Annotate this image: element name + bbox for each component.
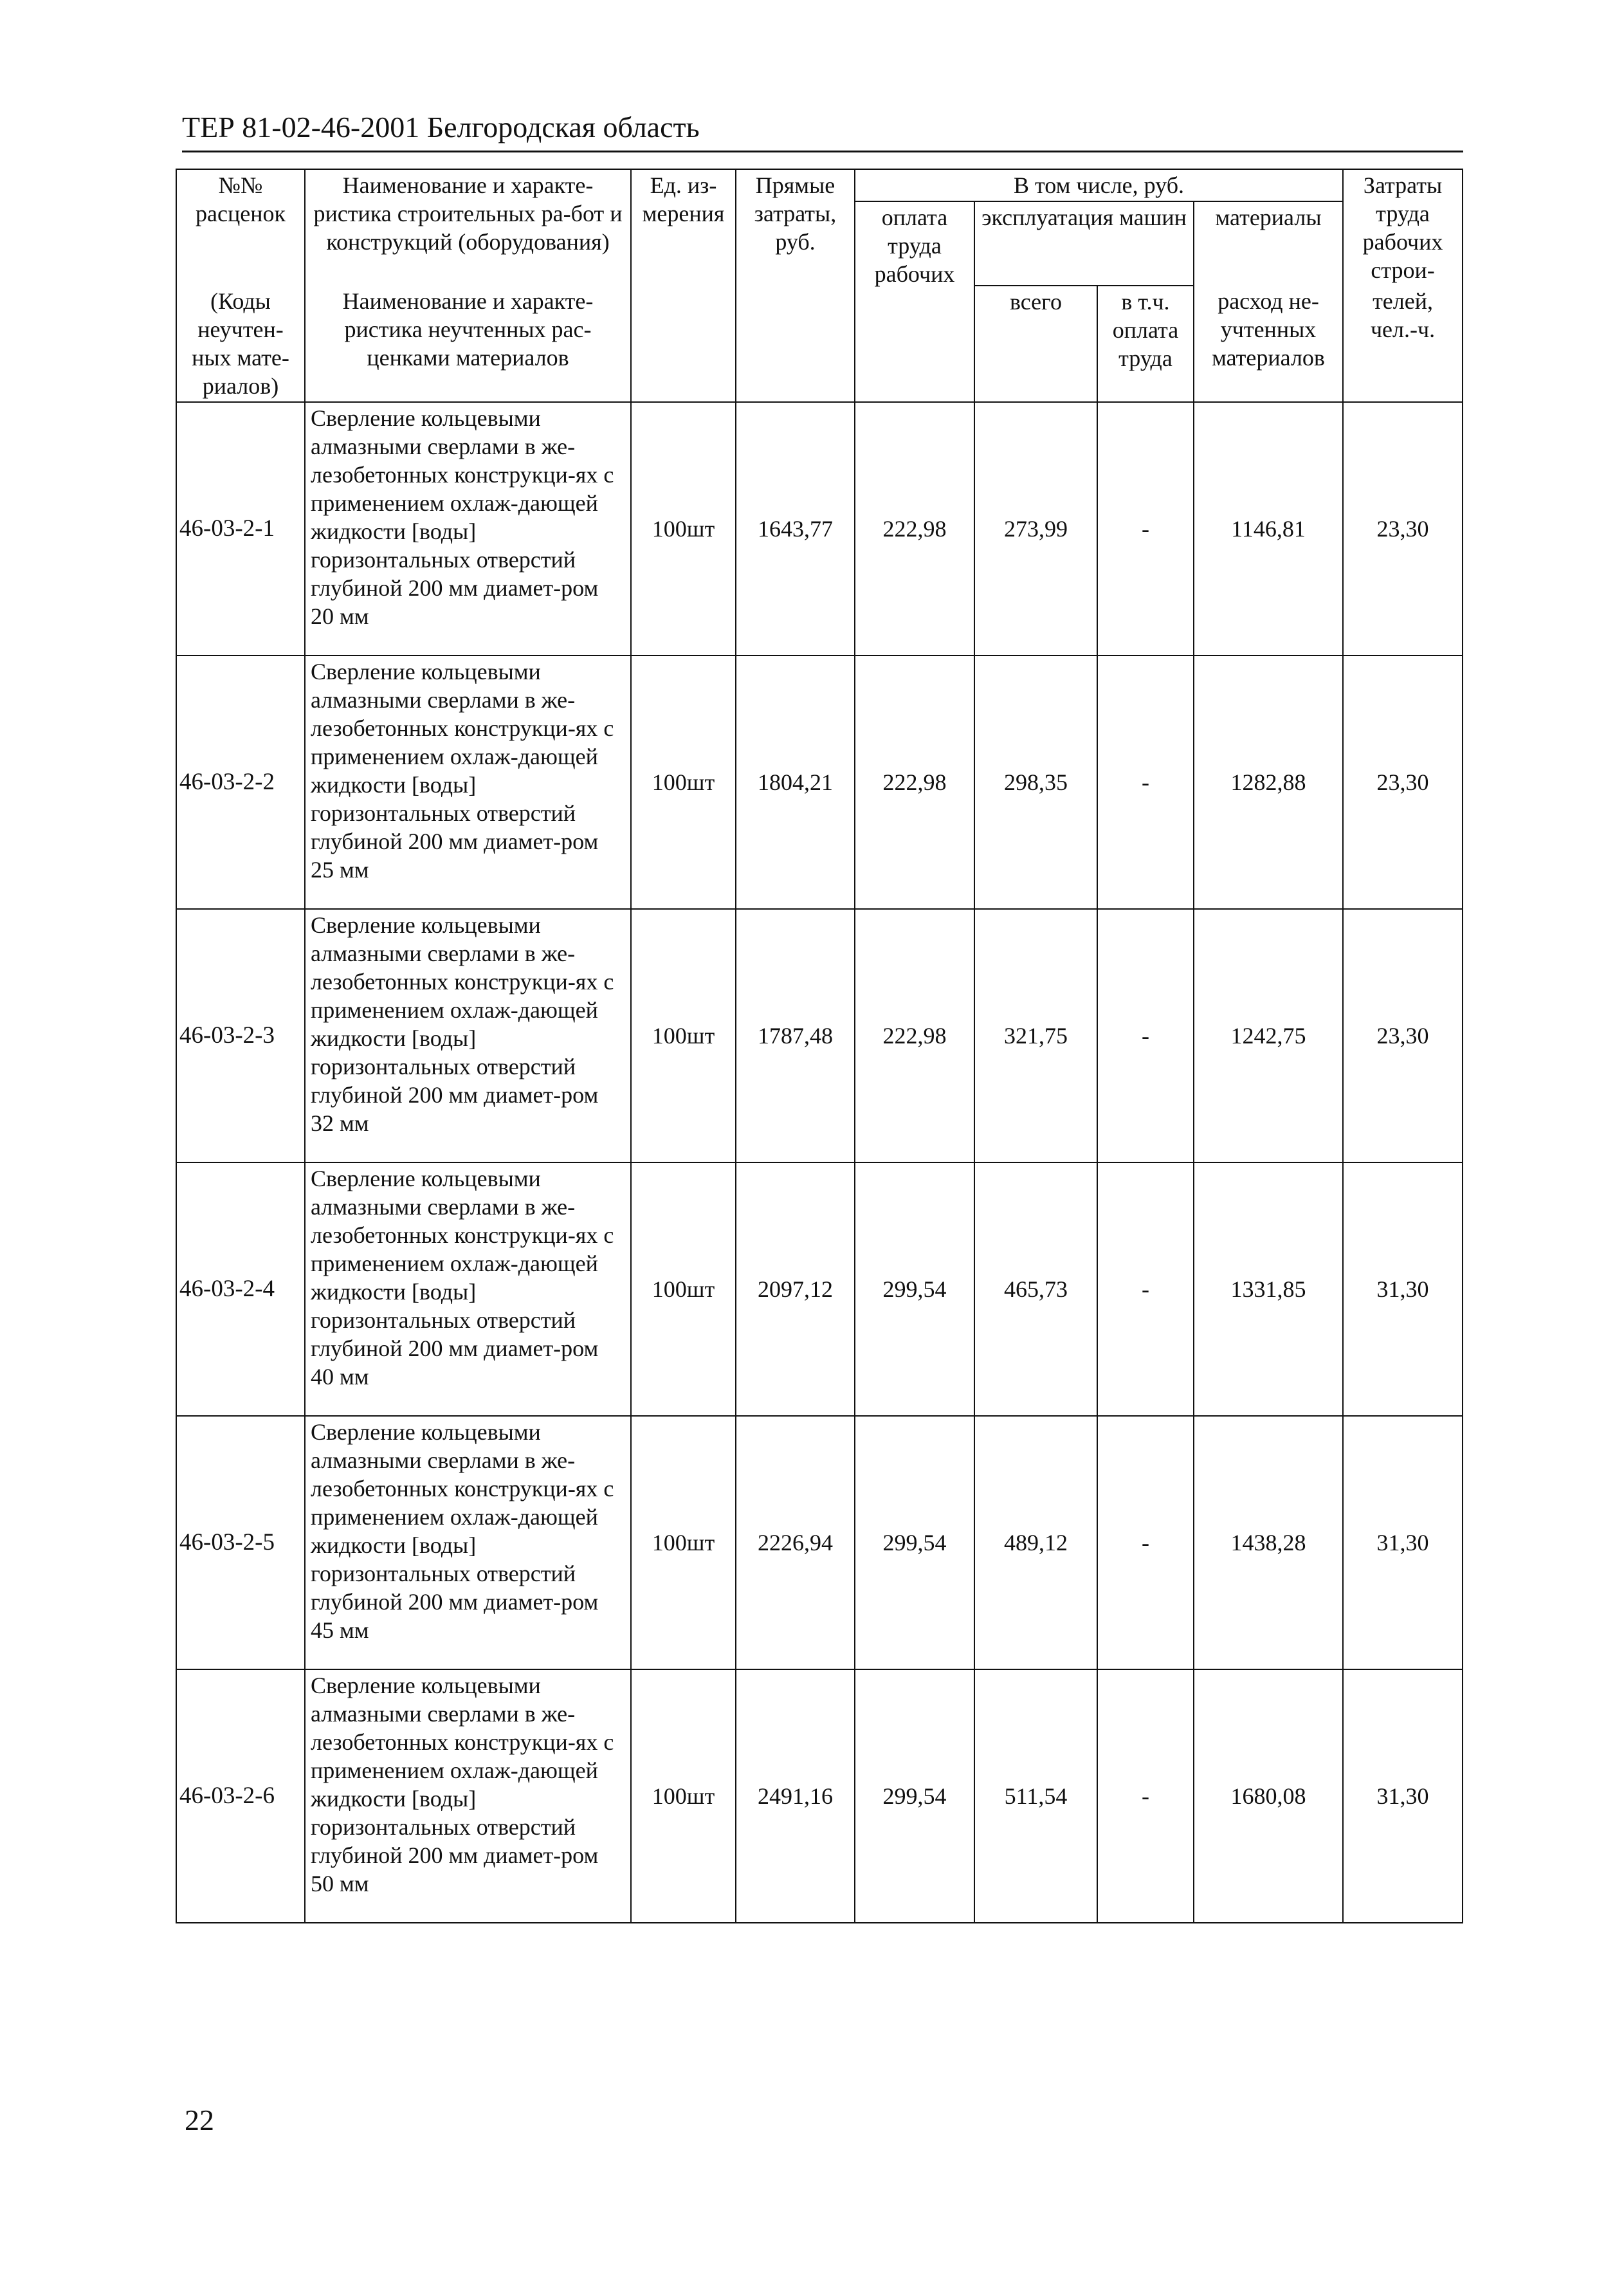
work-description: Сверление кольцевыми алмазными сверлами в же-лезобетонных конструкци-ях с применением охлаж-дающей жидкости [воды] горизонтальных отверстий глубиной 200 мм диамет-ром 50 мм [305,1669,631,1923]
wages-cell: 299,54 [855,1162,974,1416]
rate-code: 46-03-2-4 [176,1162,305,1416]
machines-wages-cell: - [1097,656,1194,909]
wages-cell: 299,54 [855,1669,974,1923]
header-labor-top: Затраты труда рабочих строи- [1343,169,1463,286]
page-number: 22 [185,2104,214,2136]
direct-costs-cell: 2097,12 [736,1162,855,1416]
wages-cell: 222,98 [855,656,974,909]
header-name-bottom: Наименование и характе-ристика неучтенных рас-ценками материалов [305,286,631,402]
labor-cell: 31,30 [1343,1416,1463,1669]
table-body [176,402,1463,1923]
table-header [176,169,1463,402]
labor-cell: 31,30 [1343,1162,1463,1416]
rate-code: 46-03-2-5 [176,1416,305,1669]
header-name-top: Наименование и характе-ристика строительных ра-бот и конструкций (оборудования) [305,169,631,286]
machines-total-cell: 321,75 [974,909,1097,1162]
table-row [176,402,1463,656]
header-unit: Ед. из-мерения [631,169,736,402]
machines-wages-cell: - [1097,1416,1194,1669]
header-materials-unaccounted: расход не-учтенных материалов [1194,286,1343,402]
unit-cell: 100шт [631,402,736,656]
materials-cell: 1146,81 [1194,402,1343,656]
header-materials: материалы [1194,201,1343,286]
table-row [176,1416,1463,1669]
work-description: Сверление кольцевыми алмазными сверлами в же-лезобетонных конструкци-ях с применением охлаж-дающей жидкости [воды] горизонтальных отверстий глубиной 200 мм диамет-ром 32 мм [305,909,631,1162]
header-direct-costs: Прямые затраты, руб. [736,169,855,402]
machines-total-cell: 465,73 [974,1162,1097,1416]
direct-costs-cell: 1787,48 [736,909,855,1162]
work-description: Сверление кольцевыми алмазными сверлами в же-лезобетонных конструкци-ях с применением охлаж-дающей жидкости [воды] горизонтальных отверстий глубиной 200 мм диамет-ром 45 мм [305,1416,631,1669]
document-title: ТЕР 81-02-46-2001 Белгородская область [182,111,700,143]
machines-wages-cell: - [1097,402,1194,656]
table-row [176,1669,1463,1923]
header-labor-bottom: телей, чел.-ч. [1343,286,1463,402]
rate-code: 46-03-2-1 [176,402,305,656]
header-machines-total: всего [974,286,1097,402]
wages-cell: 222,98 [855,402,974,656]
header-code-bottom: (Коды неучтен-ных мате-риалов) [176,286,305,402]
direct-costs-cell: 2226,94 [736,1416,855,1669]
machines-total-cell: 298,35 [974,656,1097,909]
unit-cell: 100шт [631,1162,736,1416]
header-machines: эксплуатация машин [974,201,1194,286]
work-description: Сверление кольцевыми алмазными сверлами в же-лезобетонных конструкци-ях с применением охлаж-дающей жидкости [воды] горизонтальных отверстий глубиной 200 мм диамет-ром 25 мм [305,656,631,909]
direct-costs-cell: 1804,21 [736,656,855,909]
materials-cell: 1680,08 [1194,1669,1343,1923]
page-header [182,108,1463,152]
price-table [176,169,1463,1923]
wages-cell: 222,98 [855,909,974,1162]
materials-cell: 1331,85 [1194,1162,1343,1416]
unit-cell: 100шт [631,1416,736,1669]
materials-cell: 1438,28 [1194,1416,1343,1669]
rate-code: 46-03-2-2 [176,656,305,909]
direct-costs-cell: 2491,16 [736,1669,855,1923]
labor-cell: 23,30 [1343,402,1463,656]
wages-cell: 299,54 [855,1416,974,1669]
table-row [176,1162,1463,1416]
unit-cell: 100шт [631,656,736,909]
machines-wages-cell: - [1097,1669,1194,1923]
table-row [176,656,1463,909]
header-code-top: №№ расценок [176,169,305,286]
rate-code: 46-03-2-3 [176,909,305,1162]
unit-cell: 100шт [631,1669,736,1923]
labor-cell: 31,30 [1343,1669,1463,1923]
work-description: Сверление кольцевыми алмазными сверлами в же-лезобетонных конструкци-ях с применением охлаж-дающей жидкости [воды] горизонтальных отверстий глубиной 200 мм диамет-ром 20 мм [305,402,631,656]
materials-cell: 1242,75 [1194,909,1343,1162]
header-including: В том числе, руб. [855,169,1343,201]
unit-cell: 100шт [631,909,736,1162]
machines-total-cell: 273,99 [974,402,1097,656]
header-wages: оплата труда рабочих [855,201,974,402]
machines-wages-cell: - [1097,1162,1194,1416]
header-machines-wages: в т.ч. оплата труда [1097,286,1194,402]
machines-total-cell: 489,12 [974,1416,1097,1669]
rate-code: 46-03-2-6 [176,1669,305,1923]
materials-cell: 1282,88 [1194,656,1343,909]
machines-wages-cell: - [1097,909,1194,1162]
labor-cell: 23,30 [1343,656,1463,909]
labor-cell: 23,30 [1343,909,1463,1162]
header-row-1 [176,169,1463,201]
machines-total-cell: 511,54 [974,1669,1097,1923]
direct-costs-cell: 1643,77 [736,402,855,656]
table-row [176,909,1463,1162]
work-description: Сверление кольцевыми алмазными сверлами в же-лезобетонных конструкци-ях с применением охлаж-дающей жидкости [воды] горизонтальных отверстий глубиной 200 мм диамет-ром 40 мм [305,1162,631,1416]
